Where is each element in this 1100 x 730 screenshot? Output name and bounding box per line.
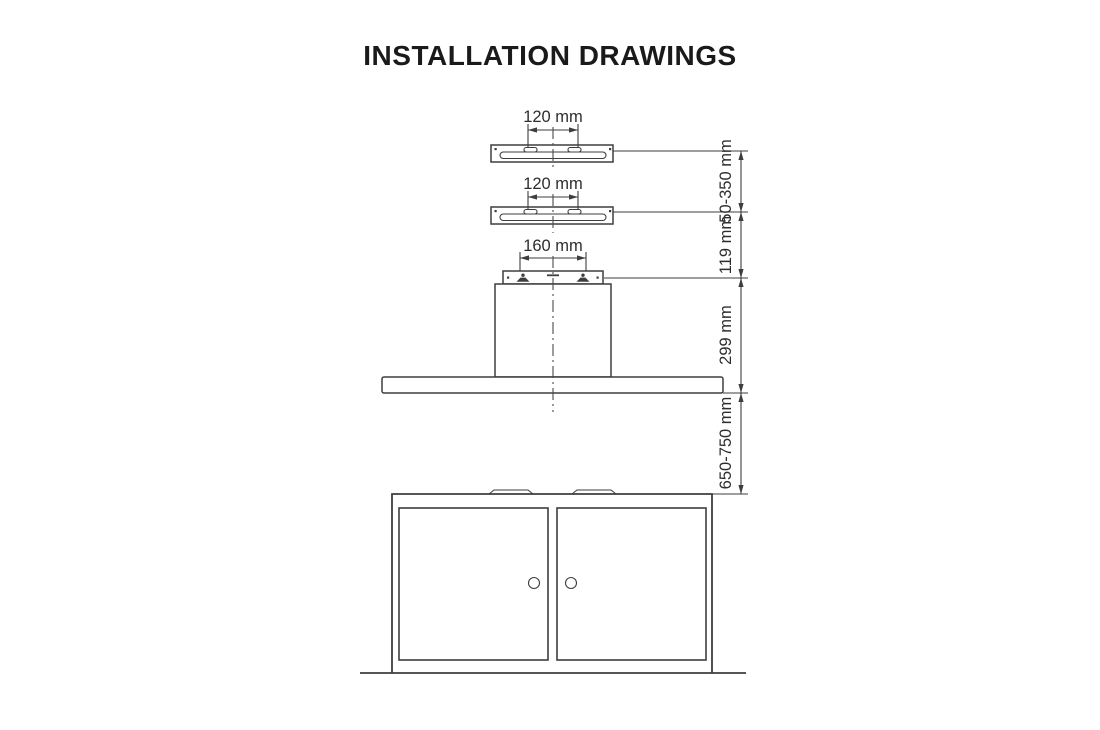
dim-label-650-750: 650-750 mm bbox=[717, 396, 735, 490]
cabinet-carcass bbox=[392, 494, 712, 673]
dim-label-119: 119 mm bbox=[717, 215, 735, 275]
cabinet-door-left bbox=[399, 508, 548, 660]
door-knob-left bbox=[529, 578, 540, 589]
wall-bracket-lower bbox=[491, 207, 613, 224]
wall-bracket-upper bbox=[491, 145, 613, 162]
bracket-dot-right bbox=[609, 148, 611, 150]
vertical-dimension-chain bbox=[717, 139, 744, 494]
bracket-dot-left bbox=[495, 210, 497, 212]
door-knob-right bbox=[566, 578, 577, 589]
dim-label-120-lower: 120 mm bbox=[523, 175, 583, 193]
bracket-dot-left bbox=[495, 148, 497, 150]
bracket-dot-right bbox=[609, 210, 611, 212]
cabinet-door-right bbox=[557, 508, 706, 660]
plate-screw-right bbox=[581, 274, 584, 277]
dim-label-299: 299 mm bbox=[717, 305, 735, 365]
base-cabinet bbox=[392, 490, 712, 673]
dim-label-160: 160 mm bbox=[523, 237, 583, 255]
plate-screw-left bbox=[521, 274, 524, 277]
plate-dot-right bbox=[597, 277, 599, 279]
dim-label-120-upper: 120 mm bbox=[523, 108, 583, 126]
page-title: INSTALLATION DRAWINGS bbox=[363, 40, 737, 71]
bracket-body bbox=[491, 207, 613, 224]
dim-label-50-350: 50-350 mm bbox=[717, 139, 735, 223]
bracket-body bbox=[491, 145, 613, 162]
plate-center-mark bbox=[547, 274, 559, 276]
plate-dot-left bbox=[507, 277, 509, 279]
